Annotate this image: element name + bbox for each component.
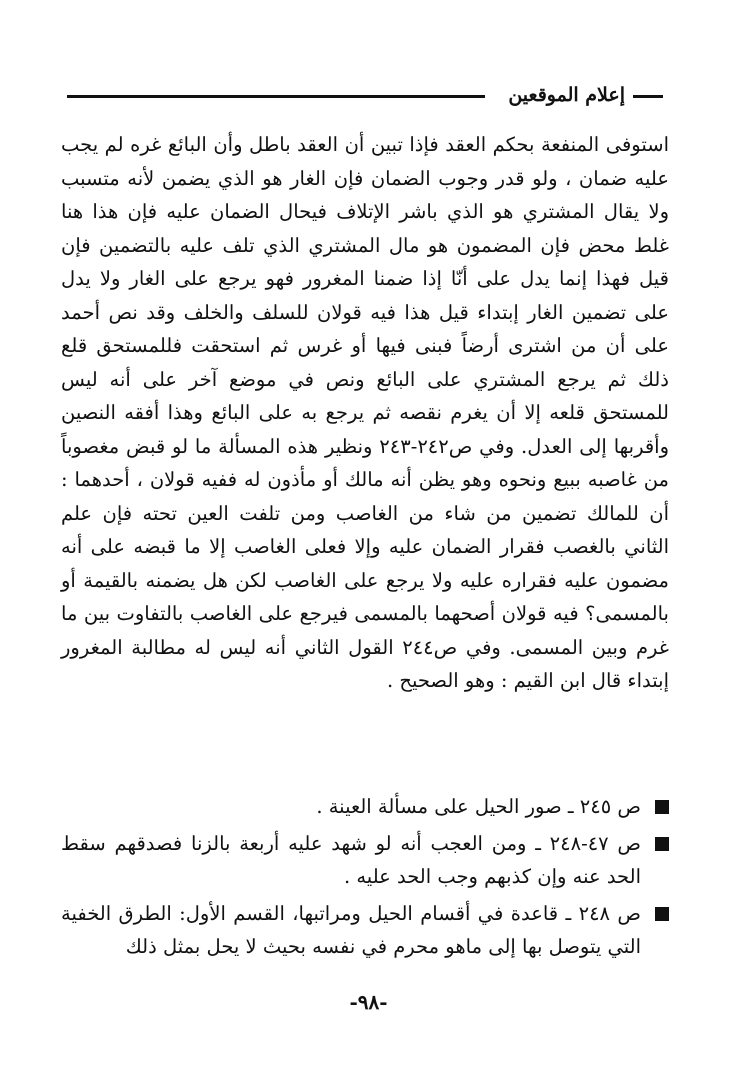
summary-item-text: ص ٢٤٨ ـ قاعدة في أقسام الحيل ومراتبها، القسم الأول: الطرق الخفية التي يتوصل بها إلى ماهو محرم في نفسه بحيث لا يحل بمثل ذلك	[61, 902, 641, 958]
running-header	[63, 82, 663, 110]
square-bullet-icon	[655, 800, 669, 814]
body-paragraph: استوفى المنفعة بحكم العقد فإذا تبين أن العقد باطل وأن البائع غره لم يجب عليه ضمان ، ولو قدر وجوب الضمان فإن الغار هو الذي يضمن لأنه متسبب ولا يقال المشتري هو الذي باشر الإتلاف فيحال الضمان عليه فإن هذا هنا غلط محض فإن المضمون هو مال المشتري الذي تلف عليه بالتضمين فإن قيل فهذا إنما يدل على أنّا إذا ضمنا المغرور فهو يرجع على الغار ولا يدل على تضمين الغار إبتداء قيل هذا فيه قولان للسلف والخلف وقد نص أحمد على أن من اشترى أرضاً فبنى فيها أو غرس ثم استحقت فللمستحق قلع ذلك ثم يرجع المشتري على البائع ونص في موضع آخر على أنه ليس للمستحق قلعه إلا أن يغرم نقصه ثم يرجع به على البائع وهذا أفقه النصين وأقربها إلى العدل. وفي ص٢٤٢-٢٤٣ ونظير هذه المسألة ما لو قبض مغصوباً من غاصبه ببيع ونحوه وهو يظن أنه مالك أو مأذون له ففيه قولان ، أحدهما : أن للمالك تضمين من شاء من الغاصب ومن تلفت العين تحته فإن علم الثاني بالغصب فقرار الضمان عليه وإلا فعلى الغاصب إلا ما قبضه على أنه مضمون عليه فقراره عليه ولا يرجع على الغاصب لكن هل يضمنه بالقيمة أو بالمسمى؟ فيه قولان أصحهما بالمسمى فيرجع على الغاصب بالتفاوت بين ما غرم وبين المسمى. وفي ص٢٤٤ القول الثاني أنه ليس له مطالبة المغرور إبتداء قال ابن القيم : وهو الصحيح .	[61, 133, 669, 692]
running-title: إعلام الموقعين	[508, 84, 625, 106]
square-bullet-icon	[655, 907, 669, 921]
header-rule-long	[67, 95, 485, 98]
summary-item	[61, 790, 669, 823]
page-number: -٩٨-	[349, 990, 388, 1014]
main-text-block	[61, 128, 669, 698]
summary-item-text: ص ٢٤٥ ـ صور الحيل على مسألة العينة .	[316, 795, 641, 818]
header-rule-short	[633, 95, 663, 98]
summary-list	[61, 790, 669, 967]
square-bullet-icon	[655, 837, 669, 851]
summary-item	[61, 827, 669, 893]
summary-item	[61, 897, 669, 963]
summary-item-text: ص ٤٧-٢٤٨ ـ ومن العجب أنه لو شهد عليه أربعة بالزنا فصدقهم سقط الحد عنه وإن كذبهم وجب الحد عليه .	[61, 832, 641, 888]
